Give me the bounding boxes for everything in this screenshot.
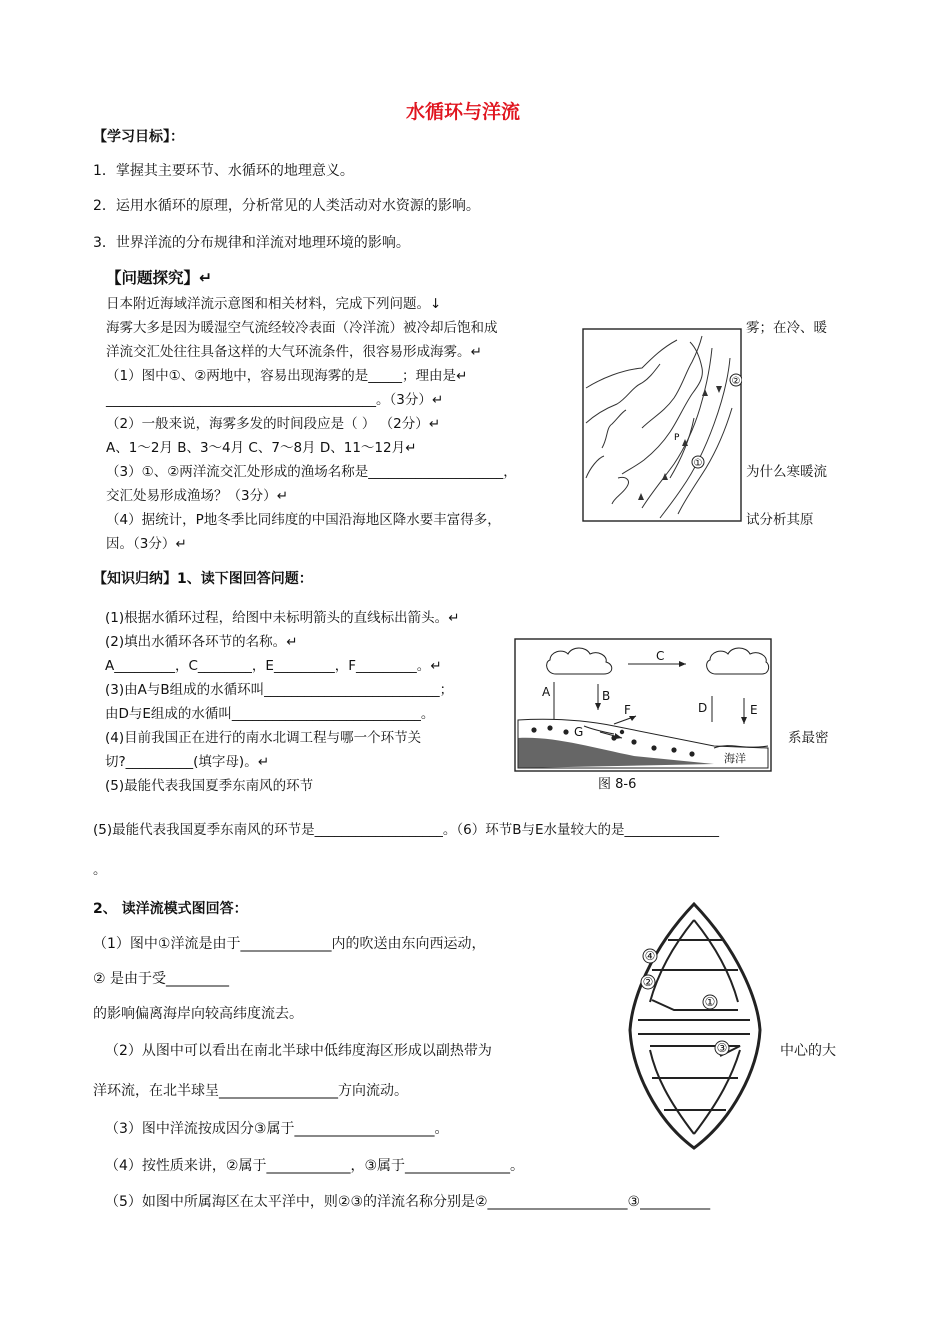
inquiry-line: （3）①、②两洋流交汇处形成的渔场名称是____________________， <box>106 464 517 480</box>
wc-caption: 图 8-6 <box>598 777 637 792</box>
inquiry-line: 洋流交汇处往往具备这样的大气环流条件，很容易形成海雾。↵ <box>106 344 482 360</box>
inquiry-line: 因。（3分）↵ <box>106 536 187 552</box>
knowledge-line: 系最密 <box>788 730 829 746</box>
inquiry-line: ________________________________________。（3分）↵ <box>106 392 444 408</box>
currents-line: 的影响偏离海岸向较高纬度流去。 <box>93 1006 303 1022</box>
knowledge-line: (3)由A与B组成的水循环叫__________________________； <box>105 682 454 698</box>
wc-label-d: D <box>698 701 708 715</box>
currents-line: 中心的大 <box>780 1043 836 1059</box>
knowledge-line: 由D与E组成的水循叫____________________________。 <box>105 706 435 722</box>
inquiry-line: （1）图中①、②两地中，容易出现海雾的是_____；理由是↵ <box>106 368 468 384</box>
knowledge-line: 。 <box>93 862 107 878</box>
knowledge-line: (4)目前我国正在进行的南水北调工程与哪一个环节关 <box>105 730 422 746</box>
ocean-current-pattern-diagram <box>620 900 768 1152</box>
map-label-2: ② <box>731 376 741 387</box>
inquiry-line: 海雾大多是因为暖湿空气流经较冷表面（冷洋流）被冷却后饱和成 <box>106 320 498 336</box>
currents-heading: 2、 读洋流模式图回答： <box>93 901 248 917</box>
knowledge-line: (2)填出水循环各环节的名称。↵ <box>105 634 298 650</box>
currents-line: （3）图中洋流按成因分③属于____________________。 <box>105 1121 449 1137</box>
inquiry-line: A、1～2月 B、3～4月 C、7～8月 D、11～12月↵ <box>106 440 417 456</box>
water-cycle-diagram <box>514 638 774 794</box>
goal-item-2: 2．运用水循环的原理，分析常见的人类活动对水资源的影响。 <box>93 198 480 214</box>
knowledge-line: A_________，C________，E_________，F_________。↵ <box>105 658 442 674</box>
knowledge-line: (5)最能代表我国夏季东南风的环节 <box>105 778 314 794</box>
currents-line: 洋环流，在北半球呈_________________方向流动。 <box>93 1083 408 1099</box>
wc-label-e: E <box>750 703 758 717</box>
goal-item-3: 3．世界洋流的分布规律和洋流对地理环境的影响。 <box>93 235 410 251</box>
inquiry-line: 日本附近海域洋流示意图和相关材料，完成下列问题。↓ <box>106 296 442 312</box>
inquiry-line: 为什么寒暖流 <box>746 464 827 480</box>
map-label-1: ① <box>693 458 703 469</box>
page-title: 水循环与洋流 <box>406 101 521 123</box>
inquiry-line: 雾；在冷、暖 <box>746 320 827 336</box>
inquiry-heading: 【问题探究】↵ <box>106 269 212 287</box>
currents-line: （1）图中①洋流是由于_____________内的吹送由东向西运动， <box>93 936 486 952</box>
japan-current-map <box>582 328 742 522</box>
knowledge-line: (5)最能代表我国夏季东南风的环节是___________________。（6）环节B与E水量较大的是______________ <box>93 822 720 838</box>
inquiry-line: （2）一般来说，海雾多发的时间段应是（ ） （2分）↵ <box>106 416 441 432</box>
wc-label-f: F <box>624 703 631 717</box>
wc-label-a: A <box>542 685 551 699</box>
knowledge-heading: 【知识归纳】1、读下图回答问题： <box>93 571 313 587</box>
inquiry-line: 试分析其原 <box>746 512 814 528</box>
currents-line: （2）从图中可以看出在南北半球中低纬度海区形成以副热带为 <box>105 1043 492 1059</box>
oc-label-3: ③ <box>716 1041 728 1055</box>
wc-label-c: C <box>656 649 665 663</box>
wc-label-g: G <box>574 725 584 739</box>
knowledge-line: 切?__________(填字母)。↵ <box>105 754 270 770</box>
oc-label-2: ② <box>642 975 654 989</box>
wc-label-sea: 海洋 <box>724 752 746 765</box>
wc-label-b: B <box>602 689 611 703</box>
currents-line: ② 是由于受_________ <box>93 971 230 987</box>
oc-label-4: ④ <box>644 949 656 963</box>
currents-line: （4）按性质来讲，②属于____________，③属于_______________。 <box>105 1158 525 1174</box>
currents-line: （5）如图中所属海区在太平洋中，则②③的洋流名称分别是②____________________③__________ <box>105 1194 711 1210</box>
goals-heading: 【学习目标】： <box>93 129 184 145</box>
inquiry-line: 交汇处易形成渔场？（3分）↵ <box>106 488 288 504</box>
knowledge-line: (1)根据水循环过程，给图中未标明箭头的直线标出箭头。↵ <box>105 610 460 626</box>
map-label-p: P <box>674 433 680 443</box>
inquiry-line: （4）据统计，P地冬季比同纬度的中国沿海地区降水要丰富得多， <box>106 512 501 528</box>
oc-label-1: ① <box>704 995 716 1009</box>
goal-item-1: 1．掌握其主要环节、水循环的地理意义。 <box>93 163 354 179</box>
